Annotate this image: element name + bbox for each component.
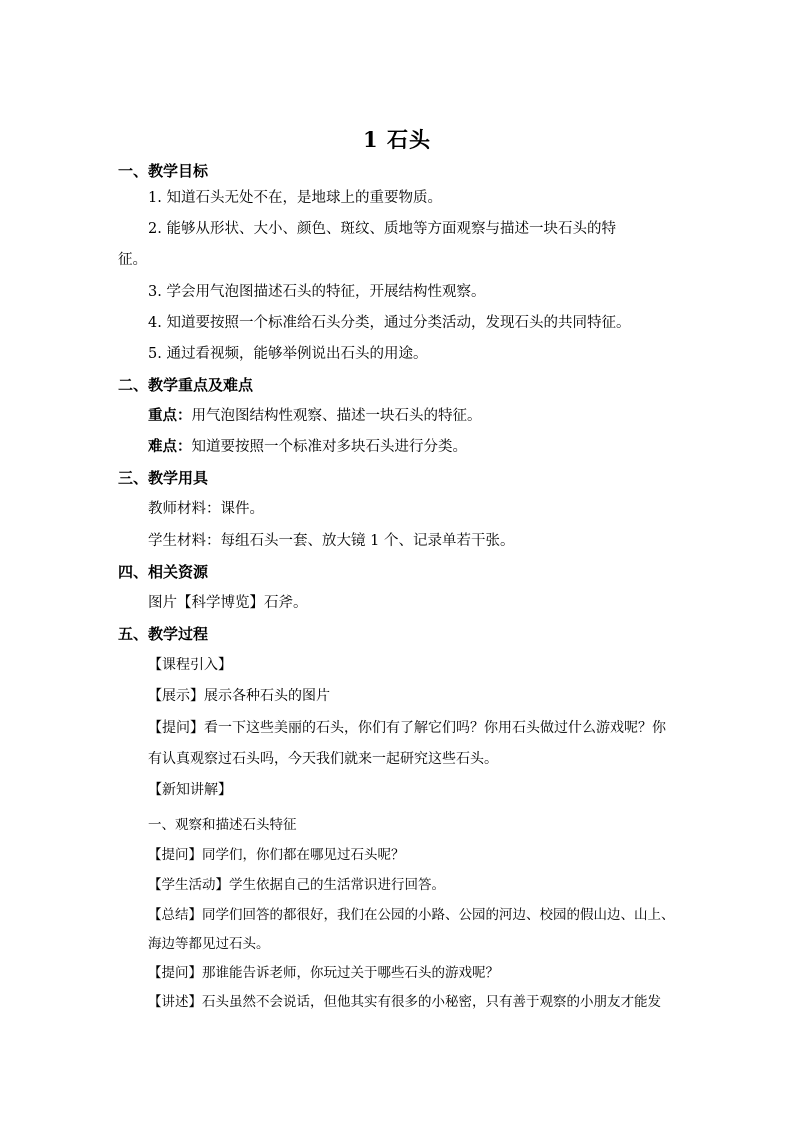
process-lecture: 【讲述】石头虽然不会说话，但他其实有很多的小秘密，只有善于观察的小朋友才能发 [148,994,661,1010]
difficult-point-line [148,437,467,457]
objective-1: 1. 知道石头无处不在，是地球上的重要物质。 [148,190,442,206]
objective-5: 5. 通过看视频，能够举例说出石头的用途。 [148,346,428,362]
difficult-point-label: 难点： [148,438,192,455]
process-show: 【展示】展示各种石头的图片 [148,688,330,704]
process-summary-continued: 海边等都见过石头。 [148,936,270,952]
teacher-materials: 教师材料：课件。 [148,501,264,517]
process-question-3: 【提问】那谁能告诉老师，你玩过关于哪些石头的游戏呢？ [148,965,499,981]
process-summary: 【总结】同学们回答的都很好，我们在公园的小路、公园的河边、校园的假山边、山上、 [148,907,675,923]
process-intro-label: 【课程引入】 [148,657,232,673]
section-heading-resources: 四、相关资源 [118,563,209,581]
document-title: 1 石头 [363,127,431,152]
objective-4: 4. 知道要按照一个标准给石头分类，通过分类活动，发现石头的共同特征。 [148,315,631,331]
process-subsection-observe: 一、观察和描述石头特征 [148,817,297,833]
resource-item: 图片【科学博览】石斧。 [148,595,308,611]
objective-3: 3. 学会用气泡图描述石头的特征，开展结构性观察。 [148,284,486,300]
process-question-1-continued: 有认真观察过石头吗，今天我们就来一起研究这些石头。 [148,751,498,767]
objective-2: 2. 能够从形状、大小、颜色、斑纹、质地等方面观察与描述一块石头的特 [148,221,616,237]
difficult-point-text: 知道要按照一个标准对多块石头进行分类。 [191,439,467,455]
section-heading-materials: 三、教学用具 [118,469,209,487]
process-question-1: 【提问】看一下这些美丽的石头，你们有了解它们吗？你用石头做过什么游戏呢？你 [148,720,666,736]
section-heading-process: 五、教学过程 [118,625,209,643]
process-new-knowledge-label: 【新知讲解】 [148,782,232,798]
process-student-activity: 【学生活动】学生依据自己的生活常识进行回答。 [148,877,445,893]
section-heading-objectives: 一、教学目标 [118,162,209,180]
process-question-2: 【提问】同学们，你们都在哪见过石头呢？ [148,847,405,863]
section-heading-key-points: 二、教学重点及难点 [118,376,254,394]
key-point-text: 用气泡图结构性观察、描述一块石头的特征。 [191,408,482,424]
objective-2-continued: 征。 [118,252,147,268]
key-point-label: 重点： [148,407,192,424]
student-materials: 学生材料：每组石头一套、放大镜 1 个、记录单若干张。 [148,533,515,549]
key-point-line [148,406,482,426]
